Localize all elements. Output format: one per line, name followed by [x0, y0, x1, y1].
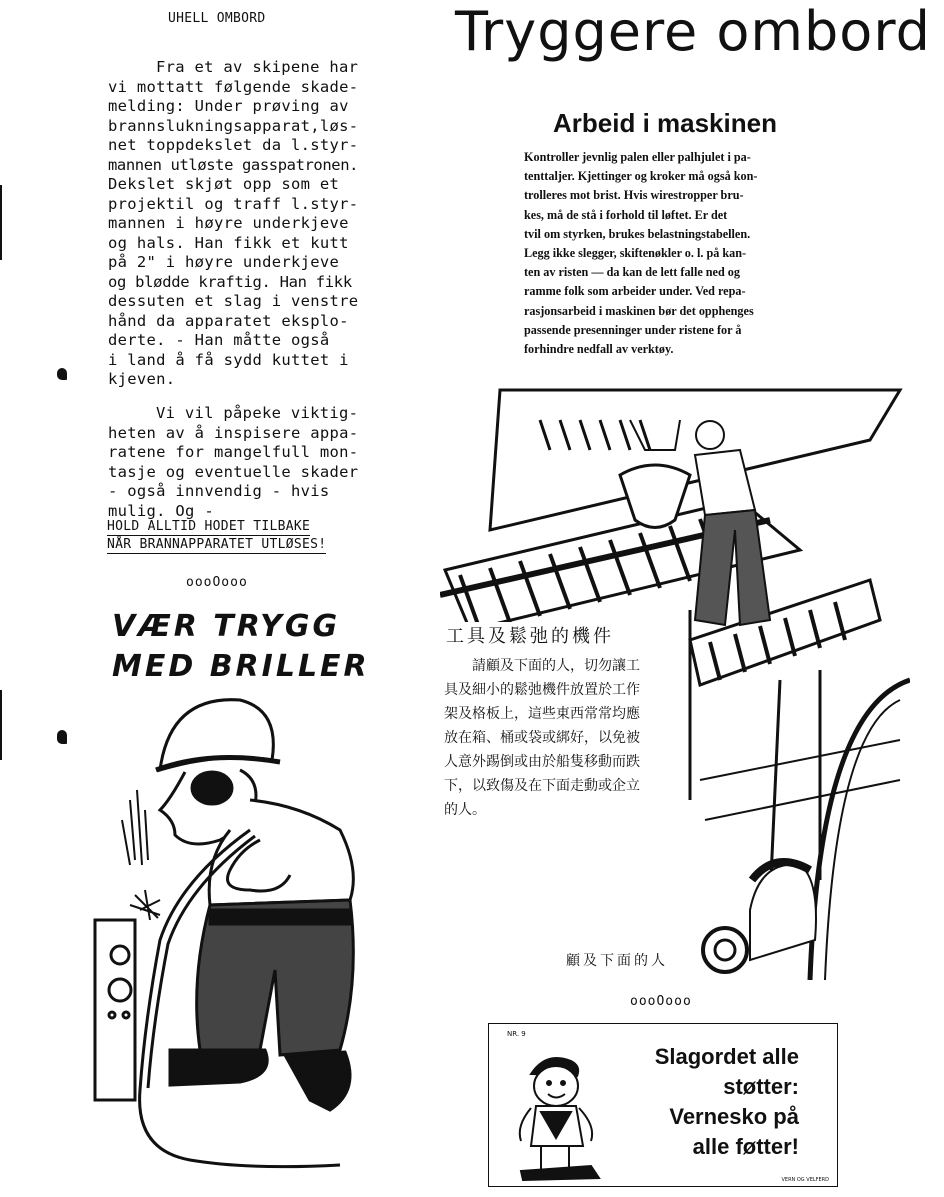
edge-mark	[0, 185, 2, 260]
text-line: trolleres mot brist. Hvis wirestropper bru-	[524, 188, 744, 203]
text-line: 下，以致傷及在下面走動或企立	[444, 778, 640, 794]
text-line: vi mottatt følgende skade-	[108, 77, 359, 96]
issue-number: NR. 9	[507, 1030, 526, 1038]
slogan-box	[488, 1023, 838, 1187]
punch-mark	[57, 730, 67, 744]
text-line: tenttaljer. Kjettinger og kroker må også kon-	[524, 169, 758, 184]
text-line: hånd da apparatet eksplo-	[108, 311, 349, 330]
text-line: 放在箱、桶或袋或綁好，以免被	[444, 730, 640, 746]
warning-line: HOLD ALLTID HODET TILBAKE	[107, 519, 311, 534]
left-article-paragraph-2	[108, 404, 378, 521]
slogan-line: alle føtter!	[692, 1134, 799, 1159]
slogan-footer: VERN OG VELFERD	[781, 1177, 829, 1183]
text-line: Kontroller jevnlig palen eller palhjulet i pa-	[524, 150, 751, 164]
text-line: og hals. Han fikk et kutt	[108, 233, 349, 252]
text-line: og blødde kraftig. Han fikk	[108, 272, 352, 291]
text-line: Legg ikke slegger, skiftenøkler o. l. på kan-	[524, 246, 747, 261]
text-line: ramme folk som arbeider under. Ved repa-	[524, 284, 746, 299]
text-line: rasjonsarbeid i maskinen bør det opphenges	[524, 303, 754, 318]
text-line: ten av risten — da kan de lett falle ned og	[524, 265, 740, 280]
text-line: kjeven.	[108, 370, 176, 388]
text-line: i land å få sydd kuttet i	[108, 350, 349, 369]
poster-line-2: MED BRILLER	[112, 649, 370, 684]
goggles-poster-title	[112, 607, 370, 687]
text-line: heten av å inspisere appa-	[108, 423, 359, 442]
text-line: Dekslet skjøt opp som et	[108, 175, 340, 193]
slogan-line: Slagordet alle	[654, 1044, 799, 1069]
text-line: mannen utløste gasspatronen.	[108, 155, 359, 174]
separator-left: oooOooo	[186, 575, 248, 590]
slogan-line: støtter:	[723, 1074, 799, 1099]
warning-line: NÅR BRANNAPPARATET UTLØSES!	[107, 537, 327, 552]
welder-illustration	[90, 690, 390, 1190]
text-line: dessuten et slag i venstre	[108, 292, 359, 310]
text-line: projektil og traff l.styr-	[108, 194, 359, 213]
text-line: på 2" i høyre underkjeve	[108, 253, 340, 271]
text-line: kes, må de stå i forhold til løftet. Er det	[524, 207, 728, 222]
chinese-heading: 工具及鬆弛的機件	[446, 622, 620, 648]
separator-right: oooOooo	[630, 994, 692, 1009]
poster-line-1: VÆR TRYGG	[112, 609, 341, 644]
text-line: - også innvendig - hvis	[108, 482, 330, 500]
text-line: passende presenninger under ristene for å	[524, 322, 742, 337]
text-line: net toppdekslet da l.styr-	[108, 136, 359, 154]
left-article-heading: UHELL OMBORD	[168, 11, 266, 26]
text-line: brannslukningsapparat,løs-	[108, 116, 359, 135]
chinese-body	[444, 654, 684, 822]
text-line: mannen i høyre underkjeve	[108, 214, 349, 232]
article-title: Tryggere ombord	[455, 0, 931, 63]
text-line: 架及格板上，這些東西常常均應	[444, 706, 640, 722]
text-line: 人意外踢倒或由於船隻移動而跌	[444, 754, 640, 770]
text-line: 具及細小的鬆弛機件放置於工作	[444, 682, 640, 698]
text-line: ratene for mangelfull mon-	[108, 443, 359, 461]
text-line: forhindre nedfall av verktøy.	[524, 342, 674, 357]
text-line: tvil om styrken, brukes belastningstabellen.	[524, 226, 751, 241]
article-subtitle: Arbeid i maskinen	[553, 108, 777, 138]
text-line: melding: Under prøving av	[108, 97, 349, 115]
text-line: derte. - Han måtte også	[108, 331, 330, 349]
warning-text	[107, 518, 326, 554]
text-line: Vi vil påpeke viktig-	[156, 404, 359, 422]
punch-mark	[57, 368, 67, 380]
slogan-text	[559, 1042, 799, 1162]
edge-mark	[0, 690, 2, 760]
text-line: tasje og eventuelle skader	[108, 462, 359, 481]
chinese-caption: 顧及下面的人	[566, 950, 668, 970]
text-line: Fra et av skipene har	[156, 58, 359, 76]
text-line: mulig. Og -	[108, 501, 214, 520]
text-line: 請顧及下面的人，切勿讓工	[472, 658, 640, 674]
article-body	[524, 148, 824, 359]
left-article-paragraph-1	[108, 58, 378, 390]
slogan-line: Vernesko på	[669, 1104, 799, 1129]
text-line: 的人。	[444, 802, 486, 818]
